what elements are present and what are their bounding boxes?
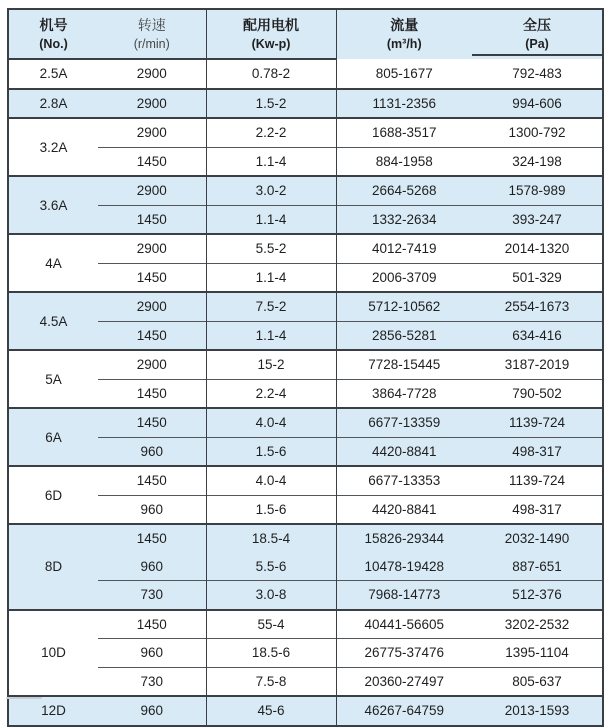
- model-cell: 2.5A: [8, 59, 98, 89]
- speed-cell: 2900: [98, 59, 206, 89]
- speed-cell: 1450: [98, 466, 206, 495]
- motor-cell: 18.5-6: [206, 639, 336, 668]
- speed-cell: 1450: [98, 205, 206, 234]
- pressure-cell: 501-329: [472, 263, 603, 292]
- table-row: [8, 234, 603, 263]
- pressure-cell: 1139-724: [472, 466, 603, 495]
- flow-cell: 1131-2356: [336, 89, 472, 119]
- col-header-pressure: [472, 9, 603, 59]
- motor-cell: 7.5-8: [206, 667, 336, 696]
- col-header-flow-title: 流量: [390, 17, 419, 33]
- flow-cell: 20360-27497: [336, 667, 472, 696]
- motor-cell: 55-4: [206, 610, 336, 639]
- speed-cell: 1450: [98, 147, 206, 176]
- table-row: [8, 176, 603, 205]
- motor-cell: 2.2-4: [206, 379, 336, 408]
- model-cell: 4.5A: [8, 292, 98, 350]
- pressure-cell: 2013-1593: [472, 696, 603, 726]
- pressure-cell: 393-247: [472, 205, 603, 234]
- table-row: [8, 495, 603, 524]
- motor-cell: 1.1-4: [206, 205, 336, 234]
- speed-cell: 730: [98, 581, 206, 610]
- table-row: [8, 118, 603, 147]
- header-row: [8, 9, 603, 59]
- table-row: [8, 466, 603, 495]
- flow-cell: 2006-3709: [336, 263, 472, 292]
- motor-cell: 4.0-4: [206, 408, 336, 437]
- model-cell: 12D: [8, 696, 98, 726]
- motor-cell: 15-2: [206, 350, 336, 379]
- pressure-cell: 1578-989: [472, 176, 603, 205]
- table-row: [8, 696, 603, 726]
- pressure-cell: 324-198: [472, 147, 603, 176]
- speed-cell: 960: [98, 495, 206, 524]
- model-cell: 3.6A: [8, 176, 98, 234]
- speed-cell: 2900: [98, 350, 206, 379]
- flow-cell: 46267-64759: [336, 696, 472, 726]
- table-row: [8, 350, 603, 379]
- table-row: [8, 321, 603, 350]
- flow-cell: 4012-7419: [336, 234, 472, 263]
- table-row: [8, 524, 603, 553]
- pressure-cell: 2032-1490: [472, 524, 603, 553]
- table-row: [8, 639, 603, 668]
- speed-cell: 1450: [98, 263, 206, 292]
- col-header-speed-title: 转速: [137, 16, 166, 33]
- pressure-cell: 1139-724: [472, 408, 603, 437]
- pressure-cell: 512-376: [472, 581, 603, 610]
- speed-cell: 1450: [98, 379, 206, 408]
- col-header-model-title: 机号: [39, 16, 68, 33]
- flow-cell: 7968-14773: [336, 581, 472, 610]
- pressure-cell: 792-483: [472, 59, 603, 89]
- motor-cell: 1.1-4: [206, 147, 336, 176]
- fan-spec-table: [7, 8, 604, 727]
- table-row: [8, 89, 603, 119]
- model-cell: 8D: [8, 524, 98, 610]
- flow-cell: 6677-13353: [336, 466, 472, 495]
- speed-cell: 960: [98, 553, 206, 581]
- motor-cell: 1.5-6: [206, 437, 336, 466]
- col-header-pressure-unit: (Pa): [525, 37, 549, 51]
- pressure-cell: 3202-2532: [472, 610, 603, 639]
- model-cell: 2.8A: [8, 89, 98, 119]
- table-row: [8, 147, 603, 176]
- speed-cell: 960: [98, 639, 206, 668]
- model-cell: 4A: [8, 234, 98, 292]
- col-header-motor-unit: (Kw-p): [251, 36, 291, 51]
- pressure-cell: 634-416: [472, 321, 603, 350]
- col-header-model-unit: (No.): [39, 36, 68, 51]
- pressure-cell: 3187-2019: [472, 350, 603, 379]
- motor-cell: 7.5-2: [206, 292, 336, 321]
- speed-cell: 960: [98, 437, 206, 466]
- speed-cell: 2900: [98, 89, 206, 119]
- table-row: [8, 59, 603, 89]
- table-row: [8, 408, 603, 437]
- speed-cell: 2900: [98, 118, 206, 147]
- pressure-cell: 805-637: [472, 667, 603, 696]
- pressure-cell: 498-317: [472, 437, 603, 466]
- table-row: [8, 263, 603, 292]
- pressure-cell: 1300-792: [472, 118, 603, 147]
- speed-cell: 1450: [98, 408, 206, 437]
- table-row: [8, 581, 603, 610]
- flow-cell: 884-1958: [336, 147, 472, 176]
- speed-cell: 1450: [98, 321, 206, 350]
- motor-cell: 5.5-6: [206, 553, 336, 581]
- pressure-cell: 790-502: [472, 379, 603, 408]
- flow-cell: 2856-5281: [336, 321, 472, 350]
- model-cell: 3.2A: [8, 118, 98, 176]
- motor-cell: 1.5-6: [206, 495, 336, 524]
- table-row: [8, 437, 603, 466]
- pressure-cell: 2554-1673: [472, 292, 603, 321]
- model-cell: 10D: [8, 610, 98, 697]
- flow-cell: 15826-29344: [336, 524, 472, 553]
- col-header-pressure-title: 全压: [523, 17, 551, 33]
- col-header-speed-unit: (r/min): [133, 36, 170, 51]
- col-header-model: [8, 9, 98, 59]
- pressure-cell: 1395-1104: [472, 639, 603, 668]
- flow-cell: 3864-7728: [336, 379, 472, 408]
- speed-cell: 730: [98, 667, 206, 696]
- model-cell: 6A: [8, 408, 98, 466]
- flow-cell: 2664-5268: [336, 176, 472, 205]
- pressure-cell: 2014-1320: [472, 234, 603, 263]
- flow-cell: 26775-37476: [336, 639, 472, 668]
- motor-cell: 4.0-4: [206, 466, 336, 495]
- flow-cell: 7728-15445: [336, 350, 472, 379]
- flow-cell: 5712-10562: [336, 292, 472, 321]
- col-header-flow: [336, 9, 472, 59]
- table-row: [8, 610, 603, 639]
- pressure-header-underline: [472, 54, 602, 56]
- flow-cell: 40441-56605: [336, 610, 472, 639]
- motor-cell: 3.0-2: [206, 176, 336, 205]
- table-row: [8, 292, 603, 321]
- pressure-cell: 887-651: [472, 553, 603, 581]
- speed-cell: 2900: [98, 234, 206, 263]
- speed-cell: 2900: [98, 176, 206, 205]
- flow-cell: 1688-3517: [336, 118, 472, 147]
- motor-cell: 1.1-4: [206, 263, 336, 292]
- motor-cell: 18.5-4: [206, 524, 336, 553]
- speed-cell: 2900: [98, 292, 206, 321]
- flow-cell: 4420-8841: [336, 437, 472, 466]
- flow-cell: 805-1677: [336, 59, 472, 89]
- speed-cell: 960: [98, 696, 206, 726]
- pressure-cell: 498-317: [472, 495, 603, 524]
- flow-cell: 6677-13359: [336, 408, 472, 437]
- col-header-motor-title: 配用电机: [243, 16, 299, 33]
- speed-cell: 1450: [98, 524, 206, 553]
- table-row: [8, 667, 603, 696]
- motor-cell: 3.0-8: [206, 581, 336, 610]
- motor-cell: 1.1-4: [206, 321, 336, 350]
- col-header-flow-unit: (m³/h): [386, 37, 422, 51]
- table-row: [8, 553, 603, 581]
- motor-cell: 45-6: [206, 696, 336, 726]
- flow-cell: 10478-19428: [336, 553, 472, 581]
- motor-cell: 0.78-2: [206, 59, 336, 89]
- col-header-motor: [206, 9, 336, 59]
- model-cell: 6D: [8, 466, 98, 524]
- speed-cell: 1450: [98, 610, 206, 639]
- flow-cell: 4420-8841: [336, 495, 472, 524]
- flow-cell: 1332-2634: [336, 205, 472, 234]
- table-row: [8, 379, 603, 408]
- model-cell: 5A: [8, 350, 98, 408]
- table-row: [8, 205, 603, 234]
- motor-cell: 1.5-2: [206, 89, 336, 119]
- motor-cell: 5.5-2: [206, 234, 336, 263]
- page-bottom-faint-line: [6, 697, 42, 699]
- col-header-speed: [98, 9, 206, 59]
- motor-cell: 2.2-2: [206, 118, 336, 147]
- pressure-cell: 994-606: [472, 89, 603, 119]
